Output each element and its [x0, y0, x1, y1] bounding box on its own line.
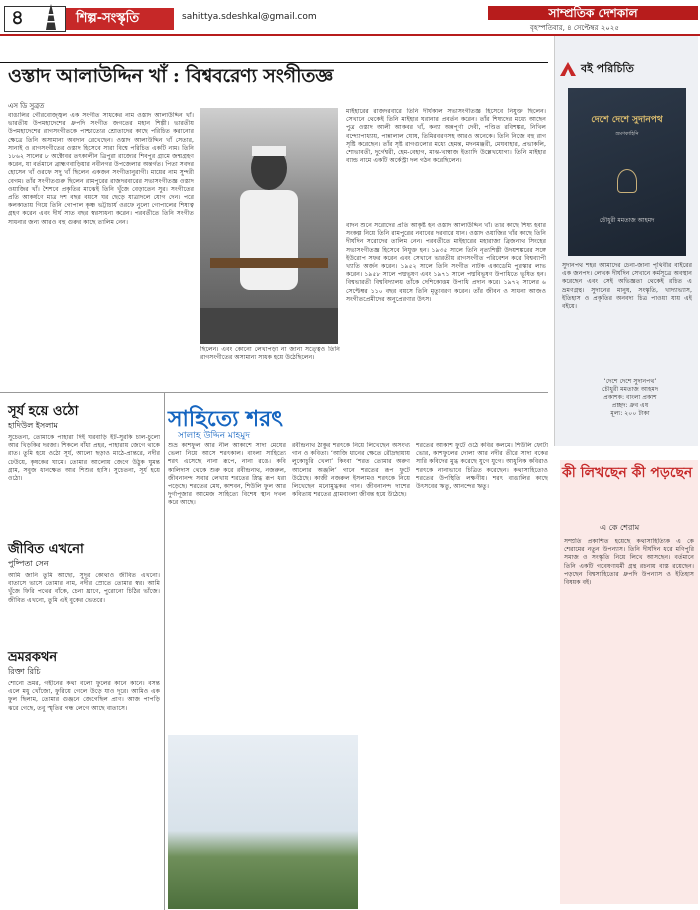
- book-cover: [568, 88, 686, 256]
- poem-1-body: সুচেতনা, তোমাকে পাহারা দিই ঘরবাড়ি ইট-সুরকি চাল-চুলো আর খিড়কির দরজা। শিকলে বাঁধা প্রহর, পাহারায় জেগে থাকে রাত। তুমি হয়ে ওঠো সূর্য, আলো ছড়াও মাঠে-প্রান্তরে, নদীর ঢেউয়ে, কৃষকের ঘামে। তোমার আলোয় জেগে উঠুক ঘুমন্ত গ্রাম, সবুজ ধানক্ষেত আর শিশুর হাসি। সুচেতনা, সূর্য হয়ে ওঠো।: [8, 434, 160, 483]
- book-review-label: বই পরিচিতি: [581, 61, 634, 75]
- section-title: শিল্প-সংস্কৃতি: [66, 8, 174, 30]
- poem-1-title: সূর্য হয়ে ওঠো: [8, 404, 79, 419]
- poem-1-author: হাদিউল ইসলাম: [8, 421, 58, 430]
- book-icon: [560, 62, 576, 76]
- book-review-header: [560, 58, 696, 80]
- book-blurb: সুদানপথ শহর আমাদের চেনা-জানা পৃথিবীর বাইরের এক জনপদ। লেখক দীর্ঘদিন সেখানে কর্মসূত্রে অবস্থান করেছেন এবং সেই অভিজ্ঞতা থেকেই রচিত এ ভ্রমণগ্রন্থ। সুদানের মানুষ, সংস্কৃতি, খাদ্যাভ্যাস, ইতিহাস ও প্রকৃতির অনবদ্য চিত্র পাওয়া যায় এই বইয়ে।: [562, 262, 692, 311]
- book-cover-title: দেশে দেশে সুদানপথ: [591, 115, 663, 125]
- poem-2-author: পুষ্পিতা সেন: [8, 559, 49, 568]
- book-detail: প্রকাশক: বাংলা প্রকাশ: [603, 394, 657, 401]
- poem-3-title: ভ্রমরকথন: [8, 650, 58, 665]
- book-details: [566, 378, 694, 418]
- email[interactable]: sahittya.sdeshkal@gmail.com: [182, 12, 317, 22]
- main-col-2: মাইহারের রাজদরবারে তিনি দীর্ঘকাল সভাসংগীতজ্ঞ হিসেবে নিযুক্ত ছিলেন। সেখানে থেকেই তিনি মাইহার ঘরানার প্রবর্তন করেন। তাঁর শিষ্যদের মধ্যে আছেন পুত্র ওস্তাদ আলী আকবর খাঁ, কন্যা অন্নপূর্ণা দেবী, পণ্ডিত রবিশঙ্কর, নিখিল বন্দ্যোপাধ্যায়, পান্নালাল ঘোষ, তিমিরবরণসহ আরও অনেকে। তিনি নিজে বহু রাগ সৃষ্টি করেছেন। তাঁর সৃষ্ট রাগগুলোর মধ্যে হেমন্ত, মদনমঞ্জরী, মেঘবাহার, প্রভাকলি, শোভাবতী, দুর্গেশ্বরী, হেম-বেহাগ, মাঝ-খাম্বাজ ইত্যাদি উল্লেখযোগ্য। তিনি মাইহার ব্যান্ড নামে একটি অর্কেস্ট্রা দল গঠন করেছিলেন।: [346, 108, 546, 165]
- main-col-1: বাঙালির গৌরবোজ্জ্বল এক সংগীত সাধকের নাম ওস্তাদ আলাউদ্দিন খাঁ। ভারতীয় উপমহাদেশের ধ্রুপদি সংগীত জগতের মহান শিল্পী। ভারতীয় উপমহাদেশের রাগসংগীতকে পাশ্চাত্যের শ্রোতাদের কাছে পরিচিত করানোর ক্ষেত্রে তিনি অসামান্য অবদান রেখেছেন। ওস্তাদ আলাউদ্দিন খাঁ সেতার, সানাই ও রাগসংগীতের ওস্তাদ হিসেবে সারা বিশ্বে পরিচিত একটি নাম। তিনি ১৮৬২ সালের ৮ অক্টোবর তৎকালীন ত্রিপুরা রাজ্যের শিবপুর গ্রামে জন্মগ্রহণ করেন, যা বর্তমানে ব্রাহ্মণবাড়িয়ার নবীনগর উপজেলার অন্তর্গত। পিতা সবদর হোসেন খাঁ ওরফে সদু খাঁ ছিলেন একজন সংগীতানুরাগী। মায়ের নাম সুন্দরী বেগম। তাঁর সংগীতগুরু ছিলেন রামপুরের রাজদরবারের সভাসংগীতজ্ঞ ওস্তাদ ওয়াজির খাঁ। শৈশবে প্রকৃতির মাঝেই তিনি খুঁজে বেড়াতেন সুর। সংগীতের প্রতি আকর্ষণে মাত্র দশ বছর বয়সে ঘর ছেড়ে যাত্রাদলে যোগ দেন। পরে কলকাতায় গিয়ে তিনি গোপাল কৃষ্ণ ভট্টাচার্য ওরফে নুলো গোপালের শিষ্যত্ব গ্রহণ করেন এবং দীর্ঘ সাত বছর স্বরসাধনা করেন। পরবর্তীতে তিনি সংগীত সাধনার জন্য আরও বহু গুরুর কাছে তালিম নেন।: [8, 112, 194, 226]
- date: বৃহস্পতিবার, ৪ সেপ্টেম্বর ২০২৫: [530, 24, 619, 32]
- masthead: সাম্প্রতিক দেশকাল: [488, 6, 698, 20]
- interview-author: এ কে শেরাম: [600, 523, 640, 532]
- main-byline: এস ডি সুব্রত: [8, 102, 45, 110]
- poem-2-body: আমি জানি তুমি আছো, সুদূর কোথাও জীবিত এখনো। বাতাসে ভাসে তোমার নাম, নদীর স্রোতে তোমার স্বর। আমি খুঁজে ফিরি পথের বাঁকে, চেনা ঘ্রাণে, পুরোনো চিঠির ভাঁজে। জীবিত এখনো, তুমি এই বুকের ভেতরে।: [8, 572, 160, 604]
- main-col-3: বাদন শুনে সরোদের প্রতি আকৃষ্ট হন ওস্তাদ আলাউদ্দিন খাঁ। তার কাছে শিষ্য হবার সংকল্প নিয়ে তিনি রামপুরের নবাবের দরবারে যান। ওস্তাদ ওয়াজির খাঁর কাছে তিনি দীর্ঘদিন সরোদের তালিম নেন। পরবর্তীতে মাইহারের মহারাজা ব্রিজনাথ সিংহের সভাসংগীতজ্ঞ হিসেবে নিযুক্ত হন। ১৯৩৫ সালে তিনি নৃত্যশিল্পী উদয়শঙ্করের সঙ্গে ইউরোপ সফর করেন এবং সেখানে ভারতীয় রাগসংগীত পরিবেশন করে বিশ্বব্যাপী খ্যাতি অর্জন করেন। ১৯৫২ সালে তিনি সংগীত নাটক একাডেমি পুরস্কার লাভ করেন। ১৯৫৮ সালে পদ্মভূষণ এবং ১৯৭১ সালে পদ্মবিভূষণ উপাধিতে ভূষিত হন। বিশ্বভারতী বিশ্ববিদ্যালয় তাঁকে দেশিকোত্তম উপাধি প্রদান করে। ১৯৭২ সালের ৬ সেপ্টেম্বর ১১০ বছর বয়সে তিনি মৃত্যুবরণ করেন। তাঁর জীবন ও সাধনা আজও সংগীতপ্রেমীদের অনুপ্রেরণার উৎস।: [346, 222, 546, 303]
- poem-3-body: শোনো ভ্রমর, গহীনের কথা বলো ফুলের কানে কানে। বসন্ত এলে মধু খোঁজো, ফুরিয়ে গেলে উড়ে যাও দূরে। আমিও এক ফুল ছিলাম, তোমার গুঞ্জনে জেগেছিল প্রাণ। আজ পাপড়ি ঝরে গেছে, তবু স্মৃতির গন্ধ লেগে আছে বাতাসে।: [8, 680, 160, 712]
- lamp-icon: [617, 169, 637, 193]
- section-divider: [0, 392, 548, 393]
- landscape-photo: [168, 735, 358, 909]
- tower-icon: [44, 4, 58, 30]
- sahitya-title: সাহিত্যে শরৎ: [168, 406, 284, 432]
- book-detail: মূল্য: ২০০ টাকা: [610, 410, 650, 417]
- main-headline: ওস্তাদ আলাউদ্দিন খাঁ : বিশ্ববরেণ্য সংগীতজ্ঞ: [0, 62, 548, 92]
- book-detail: চৌধুরী মমতাজ আহমদ: [601, 386, 659, 393]
- book-cover-author: চৌধুরী মমতাজ আহমদ: [599, 217, 655, 224]
- musician-photo: [200, 108, 338, 344]
- book-detail: প্রচ্ছদ: ধ্রুব এষ: [611, 402, 649, 409]
- column-divider: [164, 392, 165, 910]
- page-number: ৪: [11, 4, 24, 29]
- poem-2-title: জীবিত এখনো: [8, 542, 84, 557]
- poem-3-author: রিক্তা রিচি: [8, 667, 41, 676]
- sahitya-col-3: শরতের আকাশ ফুটে ওঠে কবির কলমে। শিউলি ফোটা ভোর, কাশফুলের দোলা আর নদীর তীরে সাদা বকের সারি কবিদের মুগ্ধ করেছে যুগে যুগে। আধুনিক কবিরাও শরৎকে নানাভাবে চিত্রিত করেছেন। কথাসাহিত্যেও শরতের উপস্থিতি লক্ষণীয়। শরৎ বাঙালির কাছে উৎসবের ঋতু, আনন্দের ঋতু।: [416, 442, 548, 491]
- sahitya-col-2: রবীন্দ্রনাথ ঠাকুর শরৎকে নিয়ে লিখেছেন অসংখ্য গান ও কবিতা। ‘আজি ধানের ক্ষেতে রৌদ্রছায়ায় লুকোচুরি খেলা’ কিংবা ‘শরত তোমার অরুণ আলোর অঞ্জলি’ গানে শরতের রূপ ফুটে উঠেছে। কাজী নজরুল ইসলামও শরৎকে নিয়ে লিখেছেন মনোমুগ্ধকর গান। জীবনানন্দ দাশের কবিতায় শরতের গ্রামবাংলা জীবন্ত হয়ে উঠেছে।: [292, 442, 410, 499]
- interview-body: সম্প্রতি প্রকাশিত হয়েছে কথাসাহিত্যিক এ কে শেরামের নতুন উপন্যাস। তিনি দীর্ঘদিন ধরে মণিপুরি সমাজ ও সংস্কৃতি নিয়ে লিখে আসছেন। বর্তমানে তিনি একটি গবেষণাধর্মী গ্রন্থ রচনায় ব্যস্ত রয়েছেন। পড়ছেন বিশ্বসাহিত্যের ধ্রুপদি উপন্যাস ও ইতিহাস বিষয়ক বই।: [564, 538, 694, 587]
- sahitya-author: সালাহ উদ্দিন মাহমুদ: [178, 431, 250, 441]
- photo-caption: ছিলেন। এবং কোনো লেখাপড়া না জানা সত্ত্বেও তিনি রাগসংগীতের অসামান্য সাধক হয়ে উঠেছিলেন।: [200, 346, 340, 362]
- interview-title: কী লিখছেন কী পড়ছেন: [562, 465, 693, 481]
- book-detail: ‘দেশে দেশে সুদানপথ’: [603, 378, 657, 385]
- book-cover-subtitle: ভ্রমণকাহিনি: [615, 131, 639, 137]
- sahitya-col-1: শুভ্র কাশফুল আর নীল আকাশে সাদা মেঘের ভেলা নিয়ে আসে শরৎকাল। বাংলা সাহিত্যে শরৎ এসেছে নানা রূপে, নানা রঙে। কবি কালিদাস থেকে শুরু করে রবীন্দ্রনাথ, নজরুল, জীবনানন্দ সবার লেখায় শরতের স্নিগ্ধ রূপ ধরা পড়েছে। শরতের মেঘ, কাশবন, শিউলি ফুল আর দুর্গাপূজার আমেজ সাহিত্যে বিশেষ স্থান দখল করে আছে।: [168, 442, 286, 507]
